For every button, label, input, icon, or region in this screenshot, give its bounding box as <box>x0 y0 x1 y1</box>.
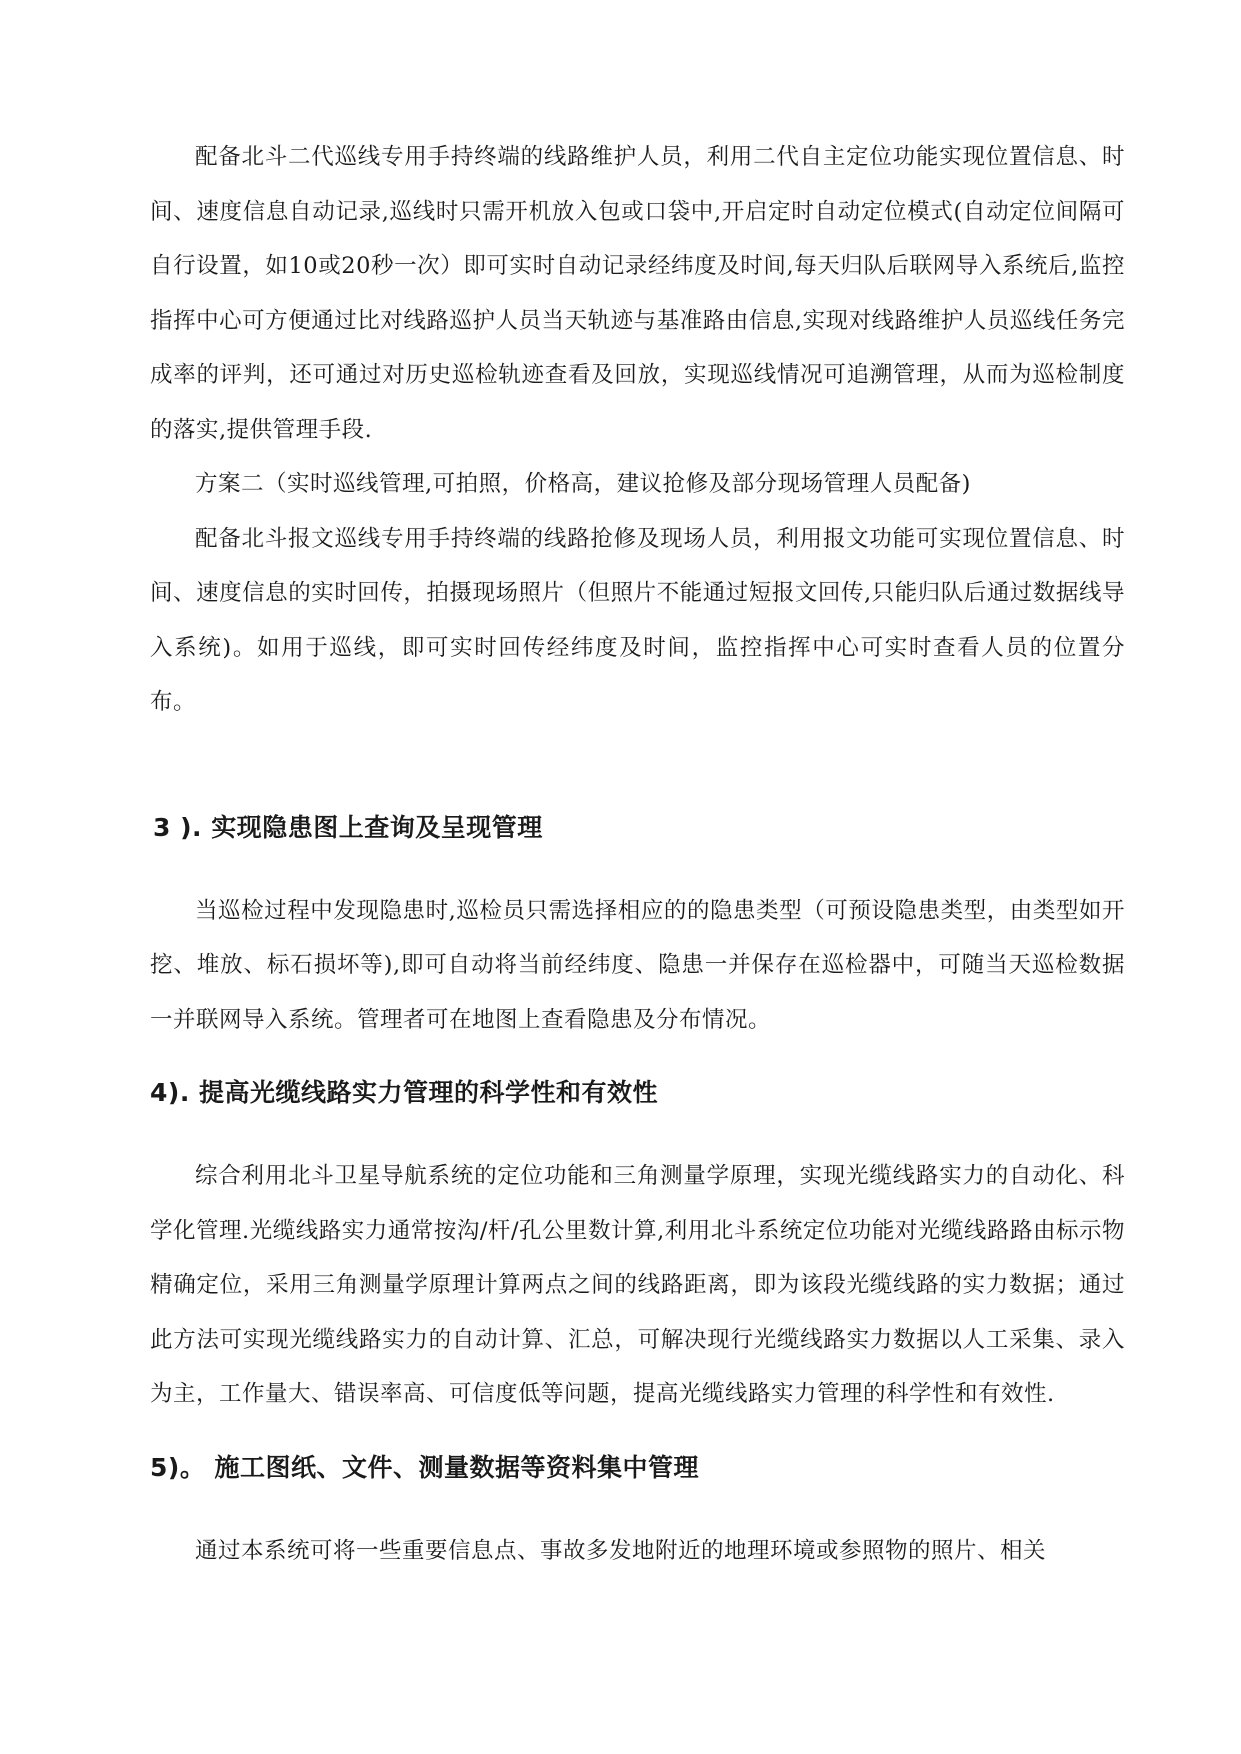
paragraph-plan-two-title: 方案二（实时巡线管理,可拍照，价格高，建议抢修及部分现场管理人员配备) <box>195 471 971 497</box>
paragraph-plan-one-detail: 配备北斗二代巡线专用手持终端的线路维护人员，利用二代自主定位功能实现位置信息、时间、速度信息自动记录,巡线时只需开机放入包或口袋中,开启定时自动定位模式(自动定位间隔可自行设置，如10或20秒一次）即可实时自动记录经纬度及时间,每天归队后联网导入系统后,监控指挥中心可方便通过比对线路巡护人员当天轨迹与基准路由信息,实现对线路维护人员巡线任务完成率的评判，还可通过对历史巡检轨迹查看及回放，实现巡线情况可追溯管理，从而为巡检制度的落实,提供管理手段. <box>150 144 1125 443</box>
section-4-heading: 4). 提高光缆线路实力管理的科学性和有效性 <box>150 1078 659 1107</box>
paragraph-plan-two-detail: 配备北斗报文巡线专用手持终端的线路抢修及现场人员，利用报文功能可实现位置信息、时间、速度信息的实时回传，拍摄现场照片（但照片不能通过短报文回传,只能归队后通过数据线导入系统)。如用于巡线，即可实时回传经纬度及时间，监控指挥中心可实时查看人员的位置分布。 <box>150 525 1125 715</box>
document-page <box>150 130 1125 1578</box>
section-4-body: 综合利用北斗卫星导航系统的定位功能和三角测量学原理，实现光缆线路实力的自动化、科学化管理.光缆线路实力通常按沟/杆/孔公里数计算,利用北斗系统定位功能对光缆线路路由标示物精确定位，采用三角测量学原理计算两点之间的线路距离，即为该段光缆线路的实力数据；通过此方法可实现光缆线路实力的自动计算、汇总，可解决现行光缆线路实力数据以人工采集、录入为主，工作量大、错误率高、可信度低等问题，提高光缆线路实力管理的科学性和有效性. <box>150 1163 1125 1407</box>
section-5-heading: 5)。 施工图纸、文件、测量数据等资料集中管理 <box>150 1452 700 1482</box>
section-5-body: 通过本系统可将一些重要信息点、事故多发地附近的地理环境或参照物的照片、相关 <box>195 1537 1047 1564</box>
section-3-body: 当巡检过程中发现隐患时,巡检员只需选择相应的的隐患类型（可预设隐患类型，由类型如开挖、堆放、标石损坏等),即可自动将当前经纬度、隐患一并保存在巡检器中，可随当天巡检数据一并联网导入系统。管理者可在地图上查看隐患及分布情况。 <box>150 897 1125 1033</box>
section-3-heading: 3 ). 实现隐患图上查询及呈现管理 <box>153 812 543 842</box>
